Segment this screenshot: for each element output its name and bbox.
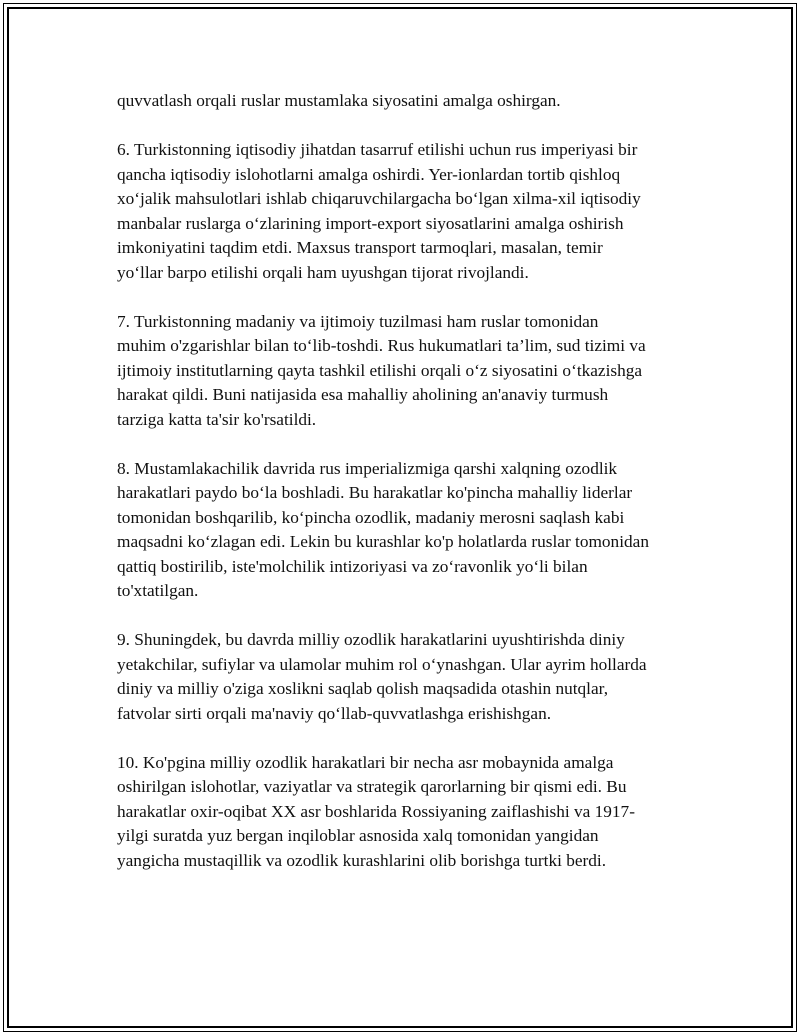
text-line: harakatlar oxir-oqibat XX asr boshlarida Rossiyaning zaiflashishi va 1917- [117, 801, 635, 821]
text-line: muhim o'zgarishlar bilan to‘lib-toshdi. Rus hukumatlari ta’lim, sud tizimi va [117, 336, 646, 355]
paragraph-6 [117, 138, 697, 285]
paragraph-9 [117, 628, 697, 726]
paragraph-7 [117, 310, 697, 433]
text-line: ijtimoiy institutlarning qayta tashkil etilishi orqali o‘z siyosatini o‘tkazishga [117, 360, 643, 380]
text-line: qattiq bostirilib, iste'molchilik intizoriyasi va zo‘ravonlik yo‘li bilan [117, 556, 588, 576]
text-line: 8. Mustamlakachilik davrida rus imperializmiga qarshi xalqning ozodlik [117, 458, 618, 478]
paragraph-8 [117, 457, 697, 604]
text-line: maqsadni ko‘zlagan edi. Lekin bu kurashlar ko'p holatlarda ruslar tomonidan [117, 532, 649, 551]
text-line: imkoniyatini taqdim etdi. Maxsus transport tarmoqlari, masalan, temir [117, 238, 603, 257]
paragraph-continuation [117, 89, 697, 114]
text-line: yangicha mustaqillik va ozodlik kurashlarini olib borishga turtki berdi. [117, 850, 607, 870]
text-line: yo‘llar barpo etilishi orqali ham uyushgan tijorat rivojlandi. [117, 262, 529, 282]
text-line: to'xtatilgan. [117, 581, 199, 600]
text-line: harakat qildi. Buni natijasida esa mahalliy aholining an'anaviy turmush [117, 385, 609, 404]
text-line: 10. Ko'pgina milliy ozodlik harakatlari bir necha asr mobaynida amalga [117, 752, 614, 772]
text-line: fatvolar sirti orqali ma'naviy qo‘llab-quvvatlashga erishishgan. [117, 703, 552, 723]
text-line: manbalar ruslarga o‘zlarining import-export siyosatlarini amalga oshirish [117, 213, 624, 233]
text-line: yilgi suratda yuz bergan inqiloblar asnosida xalq tomonidan yangidan [117, 826, 599, 845]
text-line: tarziga katta ta'sir ko'rsatildi. [117, 409, 317, 429]
text-line: oshirilgan islohotlar, vaziyatlar va strategik qarorlarning bir qismi edi. Bu [117, 777, 627, 796]
text-line: 9. Shuningdek, bu davrda milliy ozodlik harakatlarini uyushtirishda diniy [117, 630, 625, 649]
text-line: quvvatlash orqali ruslar mustamlaka siyosatini amalga oshirgan. [117, 91, 561, 110]
text-line: tomonidan boshqarilib, ko‘pincha ozodlik, madaniy merosni saqlash kabi [117, 507, 625, 527]
text-line: diniy va milliy o'ziga xoslikni saqlab qolish maqsadida otashin nutqlar, [117, 679, 609, 698]
text-line: qancha iqtisodiy islohotlarni amalga oshirdi. Yer-ionlardan tortib qishloq [117, 164, 621, 184]
text-line: 7. Turkistonning madaniy va ijtimoiy tuzilmasi ham ruslar tomonidan [117, 311, 599, 331]
paragraph-10 [117, 751, 697, 874]
text-line: 6. Turkistonning iqtisodiy jihatdan tasarruf etilishi uchun rus imperiyasi bir [117, 140, 638, 159]
text-line: yetakchilar, sufiylar va ulamolar muhim rol o‘ynashgan. Ular ayrim hollarda [117, 654, 647, 674]
text-line: harakatlari paydo bo‘la boshladi. Bu harakatlar ko'pincha mahalliy liderlar [117, 483, 633, 502]
text-line: xo‘jalik mahsulotlari ishlab chiqaruvchilargacha bo‘lgan xilma-xil iqtisodiy [117, 189, 641, 208]
document-body [117, 89, 697, 898]
